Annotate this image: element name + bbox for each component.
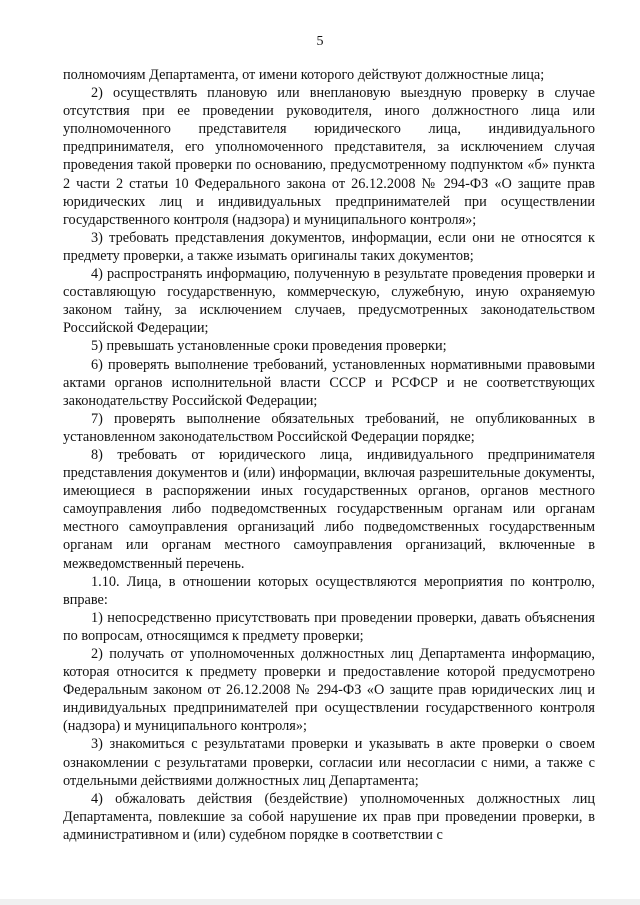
paragraph-item-2: 2) осуществлять плановую или внеплановую выездную проверку в случае отсутствия при ее проведении руководителя, иного должностного лица или уполномоченного представителя юридического лица, индивидуального предпринимателя, его уполномоченного представителя, за исключением случая проведения такой проверки по основанию, предусмотренному подпунктом «б» пункта 2 части 2 статьи 10 Федерального закона от 26.12.2008 № 294-ФЗ «О защите прав юридических лиц и индивидуальных предпринимателей при осуществлении государственного контроля (надзора) и муниципального контроля»;	[63, 85, 595, 228]
paragraph-right-3: 3) знакомиться с результатами проверки и указывать в акте проверки о своем ознакомлении с результатами проверки, согласии или несогласии с ними, а также с отдельными действиями должностных лиц Департамента;	[63, 736, 595, 789]
paragraph-right-2: 2) получать от уполномоченных должностных лиц Департамента информацию, которая относится к предмету проверки и предоставление которой предусмотрено Федеральным законом от 26.12.2008 № 294-ФЗ «О защите прав юридических лиц и индивидуальных предпринимателей при осуществлении государственного контроля (надзора) и муниципального контроля»;	[63, 646, 595, 735]
document-body	[63, 66, 595, 844]
paragraph-item-4: 4) распространять информацию, полученную в результате проведения проверки и составляющую государственную, коммерческую, служебную, иную охраняемую законом тайну, за исключением случаев, предусмотренных законодательством Российской Федерации;	[63, 266, 595, 337]
paragraph-right-1: 1) непосредственно присутствовать при проведении проверки, давать объяснения по вопросам, относящимся к предмету проверки;	[63, 609, 595, 644]
paragraph-section-1-10: 1.10. Лица, в отношении которых осуществляются мероприятия по контролю, вправе:	[63, 573, 595, 608]
page-number: 5	[316, 34, 324, 49]
paragraph-right-4: 4) обжаловать действия (бездействие) уполномоченных должностных лиц Департамента, повлекшие за собой нарушение их прав при проведении проверки, в административном и (или) судебном порядке в соответствии с	[63, 790, 595, 843]
paragraph-item-7: 7) проверять выполнение обязательных требований, не опубликованных в установленном законодательством Российской Федерации порядке;	[63, 410, 595, 445]
paragraph-item-6: 6) проверять выполнение требований, установленных нормативными правовыми актами органов исполнительной власти СССР и РСФСР и не соответствующих законодательству Российской Федерации;	[63, 356, 595, 409]
paragraph-item-5: 5) превышать установленные сроки проведения проверки;	[91, 338, 447, 355]
page-bottom-edge	[0, 899, 640, 905]
paragraph-item-8: 8) требовать от юридического лица, индивидуального предпринимателя представления документов и (или) информации, включая разрешительные документы, имеющиеся в распоряжении иных государственных органов, органов местного самоуправления либо подведомственных государственным органам или органам местного самоуправления организаций либо подведомственных государственным органам или органам местного самоуправления организаций, включенные в межведомственный перечень.	[63, 446, 595, 572]
paragraph-continuation: полномочиям Департамента, от имени которого действуют должностные лица;	[63, 67, 545, 83]
paragraph-item-3: 3) требовать представления документов, информации, если они не относятся к предмету проверки, а также изымать оригиналы таких документов;	[63, 229, 595, 264]
